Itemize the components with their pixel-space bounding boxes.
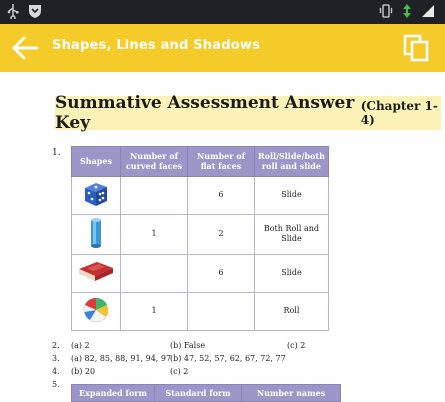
shield-icon	[28, 3, 42, 19]
table-row	[72, 292, 329, 330]
answer-a: (a) 82, 85, 88, 91, 94, 97	[71, 354, 172, 363]
shape-cell	[72, 214, 121, 254]
book-icon	[77, 259, 115, 285]
action-cell: Both Roll and Slide	[255, 214, 329, 254]
usb-icon	[6, 3, 20, 19]
answer-a: (b) 20	[71, 367, 96, 376]
answer-number: 3.	[52, 354, 60, 363]
curved-faces-cell	[121, 254, 188, 292]
answer-number: 5.	[52, 380, 60, 389]
table-header: Expanded form	[72, 385, 155, 402]
dice-icon	[81, 179, 111, 209]
curved-faces-cell: 1	[121, 292, 188, 330]
data-transfer-icon	[401, 3, 413, 19]
back-arrow-icon[interactable]	[10, 34, 40, 62]
number-forms-table	[71, 384, 341, 402]
table-row	[72, 214, 329, 254]
table-header: Number names	[242, 385, 341, 402]
cylinder-icon	[81, 216, 111, 250]
flat-faces-cell: 6	[188, 254, 255, 292]
answer-c: (c) 2	[287, 341, 306, 350]
table-header: Roll/Slide/both roll and slide	[255, 147, 329, 177]
shape-cell	[72, 176, 121, 214]
answer-number: 2.	[52, 341, 60, 350]
table-header: Number of curved faces	[121, 147, 188, 177]
shapes-table	[71, 146, 329, 331]
shape-cell	[72, 292, 121, 330]
table-header: Number of flat faces	[188, 147, 255, 177]
answer-number: 4.	[52, 367, 60, 376]
answer-b: (b) False	[170, 341, 206, 350]
banner-title: Summative Assessment Answer Key	[55, 93, 355, 133]
document-content	[0, 72, 445, 400]
table-header: Standard form	[155, 385, 242, 402]
beach-ball-icon	[81, 295, 111, 325]
answer-b: (c) 2	[170, 367, 189, 376]
vibrate-icon	[379, 3, 393, 19]
status-bar	[0, 0, 445, 24]
shape-cell	[72, 254, 121, 292]
copy-icon[interactable]	[403, 34, 431, 62]
banner-chapter: (Chapter 1-4)	[360, 99, 438, 127]
flat-faces-cell	[188, 292, 255, 330]
answer-b: (b) 47, 52, 57, 62, 67, 72, 77	[170, 354, 286, 363]
app-bar	[0, 24, 445, 72]
flat-faces-cell: 6	[188, 176, 255, 214]
flat-faces-cell: 2	[188, 214, 255, 254]
action-cell: Slide	[255, 254, 329, 292]
table-row	[72, 176, 329, 214]
curved-faces-cell: 1	[121, 214, 188, 254]
curved-faces-cell	[121, 176, 188, 214]
section-banner	[55, 93, 441, 133]
signal-icon	[421, 4, 435, 18]
question-number: 1.	[52, 148, 61, 158]
table-row	[72, 254, 329, 292]
table-header: Shapes	[72, 147, 121, 177]
action-cell: Roll	[255, 292, 329, 330]
action-cell: Slide	[255, 176, 329, 214]
answer-a: (a) 2	[71, 341, 90, 350]
app-bar-title: Shapes, Lines and Shadows	[52, 38, 261, 53]
